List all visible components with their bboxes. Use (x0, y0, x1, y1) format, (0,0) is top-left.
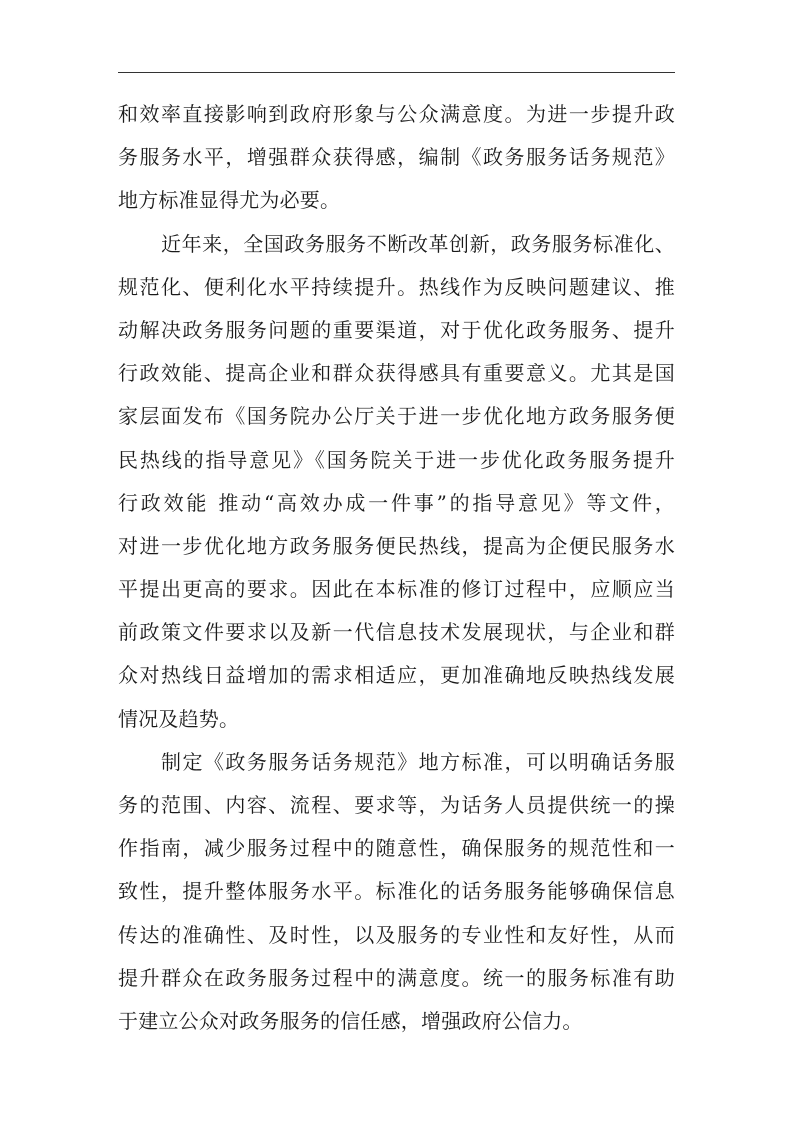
header-rule (118, 72, 675, 73)
text-line: 对进一步优化地方政务服务便民热线，提高为企便民服务水 (118, 533, 675, 558)
text-line: 制定《政务服务话务规范》地方标准，可以明确话务服 (161, 749, 675, 774)
text-line: 情况及趋势。 (118, 706, 240, 731)
text-line: 致性，提升整体服务水平。标准化的话务服务能够确保信息 (118, 879, 675, 904)
text-line: 务服务水平，增强群众获得感，编制《政务服务话务规范》 (118, 145, 675, 170)
text-line: 规范化、便利化水平持续提升。热线作为反映问题建议、推 (118, 274, 675, 299)
text-line: 平提出更高的要求。因此在本标准的修订过程中，应顺应当 (118, 577, 675, 602)
text-line: 行政效能、提高企业和群众获得感具有重要意义。尤其是国 (118, 361, 675, 386)
text-line: 行政效能 推动“高效办成一件事”的指导意见》等文件， (118, 490, 675, 515)
text-line: 民热线的指导意见》《国务院关于进一步优化政务服务提升 (118, 447, 675, 472)
text-line: 作指南，减少服务过程中的随意性，确保服务的规范性和一 (118, 836, 675, 861)
text-line: 于建立公众对政务服务的信任感，增强政府公信力。 (118, 1008, 583, 1033)
text-line: 动解决政务服务问题的重要渠道，对于优化政务服务、提升 (118, 317, 675, 342)
text-line: 和效率直接影响到政府形象与公众满意度。为进一步提升政 (118, 102, 675, 126)
text-line: 传达的准确性、及时性，以及服务的专业性和友好性，从而 (118, 922, 675, 947)
text-line: 家层面发布《国务院办公厅关于进一步优化地方政务服务便 (118, 404, 675, 429)
text-line: 务的范围、内容、流程、要求等，为话务人员提供统一的操 (118, 793, 675, 817)
body-text (118, 93, 675, 1043)
text-line: 近年来，全国政务服务不断改革创新，政务服务标准化、 (161, 231, 675, 256)
text-line: 提升群众在政务服务过程中的满意度。统一的服务标准有助 (118, 965, 675, 990)
text-line: 前政策文件要求以及新一代信息技术发展现状，与企业和群 (118, 620, 675, 645)
text-line: 地方标准显得尤为必要。 (118, 188, 341, 213)
text-line: 众对热线日益增加的需求相适应，更加准确地反映热线发展 (118, 663, 675, 688)
